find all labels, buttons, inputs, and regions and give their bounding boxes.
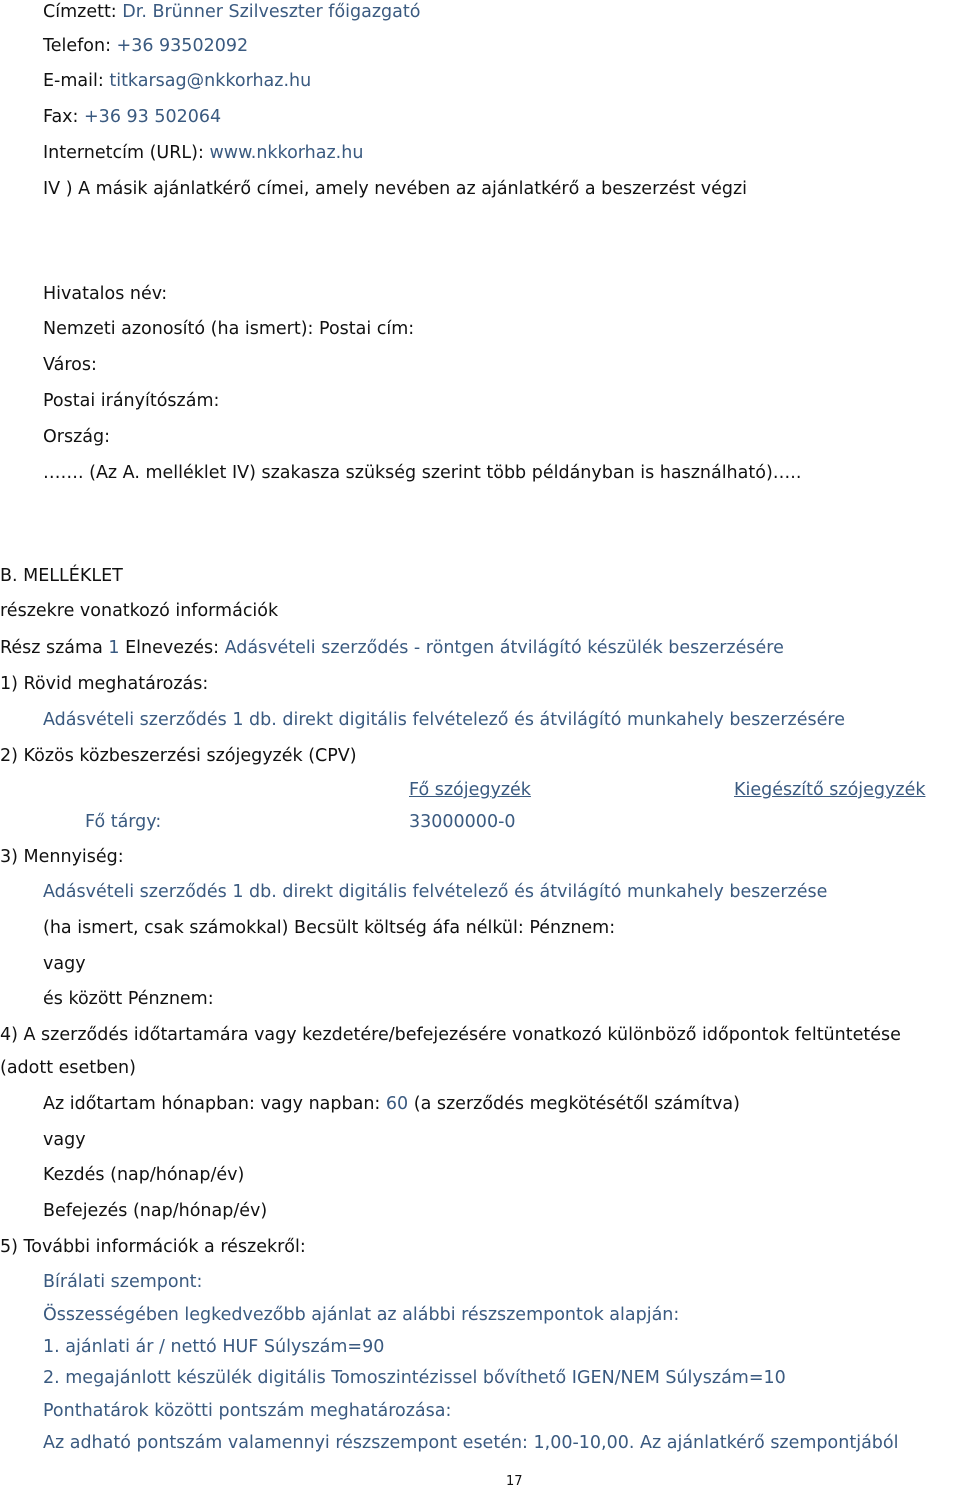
duration-line (43, 1096, 740, 1114)
more-info-label: 5) További információk a részekről: (0, 1237, 306, 1257)
cpv-main-header: Fő szójegyzék (409, 780, 531, 800)
email-value: titkarsag@nkkorhaz.hu (109, 71, 312, 91)
annex-b-title: B. MELLÉKLET (0, 566, 123, 586)
annex-note: ……. (Az A. melléklet IV) szakasza szükség szerint több példányban is használható)….. (43, 463, 802, 483)
phone-label: Telefon: (43, 36, 111, 56)
addressee-value: Dr. Brünner Szilveszter főigazgató (122, 2, 421, 22)
duration-heading-1: 4) A szerződés időtartamára vagy kezdetére/befejezésére vonatkozó különböző időpontok feltüntetése (0, 1025, 901, 1045)
or-line-1: vagy (43, 954, 86, 974)
name-value: Adásvételi szerződés - röntgen átvilágító készülék beszerzésére (224, 638, 784, 658)
addressee-line (43, 4, 420, 22)
between-currency-line: és között Pénznem: (43, 989, 214, 1009)
city-field: Város: (43, 355, 97, 375)
duration-heading-2: (adott esetben) (0, 1058, 136, 1078)
url-label: Internetcím (URL): (43, 143, 204, 163)
email-line (43, 73, 311, 91)
url-value: www.nkkorhaz.hu (209, 143, 364, 163)
cost-line: (ha ismert, csak számokkal) Becsült költség áfa nélkül: Pénznem: (43, 918, 616, 938)
criterion-1: 1. ajánlati ár / nettó HUF Súlyszám=90 (43, 1337, 385, 1357)
cpv-main-subject-label: Fő tárgy: (85, 812, 162, 832)
fax-line (43, 109, 221, 127)
duration-suffix: (a szerződés megkötésétől számítva) (413, 1094, 740, 1114)
part-number: 1 (108, 638, 120, 658)
cpv-main-code: 33000000-0 (409, 812, 516, 832)
quantity-value: Adásvételi szerződés 1 db. direkt digitális felvételező és átvilágító munkahely beszerzése (43, 882, 828, 902)
part-line (0, 640, 784, 658)
phone-line (43, 38, 248, 56)
criteria-label: Bírálati szempont: (43, 1272, 203, 1292)
duration-days: 60 (385, 1094, 409, 1114)
annex-b-subtitle: részekre vonatkozó információk (0, 601, 279, 621)
short-desc-label: 1) Rövid meghatározás: (0, 674, 209, 694)
quantity-label: 3) Mennyiség: (0, 847, 124, 867)
short-desc-value: Adásvételi szerződés 1 db. direkt digitális felvételező és átvilágító munkahely beszerzésére (43, 710, 845, 730)
section-4-heading: IV ) A másik ajánlatkérő címei, amely nevében az ajánlatkérő a beszerzést végzi (43, 179, 748, 199)
official-name-field: Hivatalos név: (43, 284, 168, 304)
addressee-label: Címzett: (43, 2, 117, 22)
page-number: 17 (506, 1474, 523, 1489)
scoring-label: Ponthatárok közötti pontszám meghatározása: (43, 1401, 452, 1421)
name-label: Elnevezés: (125, 638, 219, 658)
part-label: Rész száma (0, 638, 103, 658)
cpv-label: 2) Közös közbeszerzési szójegyzék (CPV) (0, 746, 357, 766)
scoring-value: Az adható pontszám valamennyi részszempont esetén: 1,00-10,00. Az ajánlatkérő szempontjából (43, 1433, 899, 1453)
cpv-supp-header: Kiegészítő szójegyzék (734, 780, 926, 800)
phone-value: +36 93502092 (116, 36, 249, 56)
postal-code-field: Postai irányítószám: (43, 391, 220, 411)
fax-label: Fax: (43, 107, 79, 127)
url-line (43, 145, 363, 163)
end-label: Befejezés (nap/hónap/év) (43, 1201, 268, 1221)
start-label: Kezdés (nap/hónap/év) (43, 1165, 245, 1185)
country-field: Ország: (43, 427, 111, 447)
email-label: E-mail: (43, 71, 104, 91)
national-id-field: Nemzeti azonosító (ha ismert): Postai cím: (43, 319, 415, 339)
fax-value: +36 93 502064 (84, 107, 222, 127)
criterion-2: 2. megajánlott készülék digitális Tomoszintézissel bővíthető IGEN/NEM Súlyszám=10 (43, 1368, 786, 1388)
or-line-2: vagy (43, 1130, 86, 1150)
criteria-value: Összességében legkedvezőbb ajánlat az alábbi részszempontok alapján: (43, 1305, 680, 1325)
duration-prefix: Az időtartam hónapban: vagy napban: (43, 1094, 381, 1114)
